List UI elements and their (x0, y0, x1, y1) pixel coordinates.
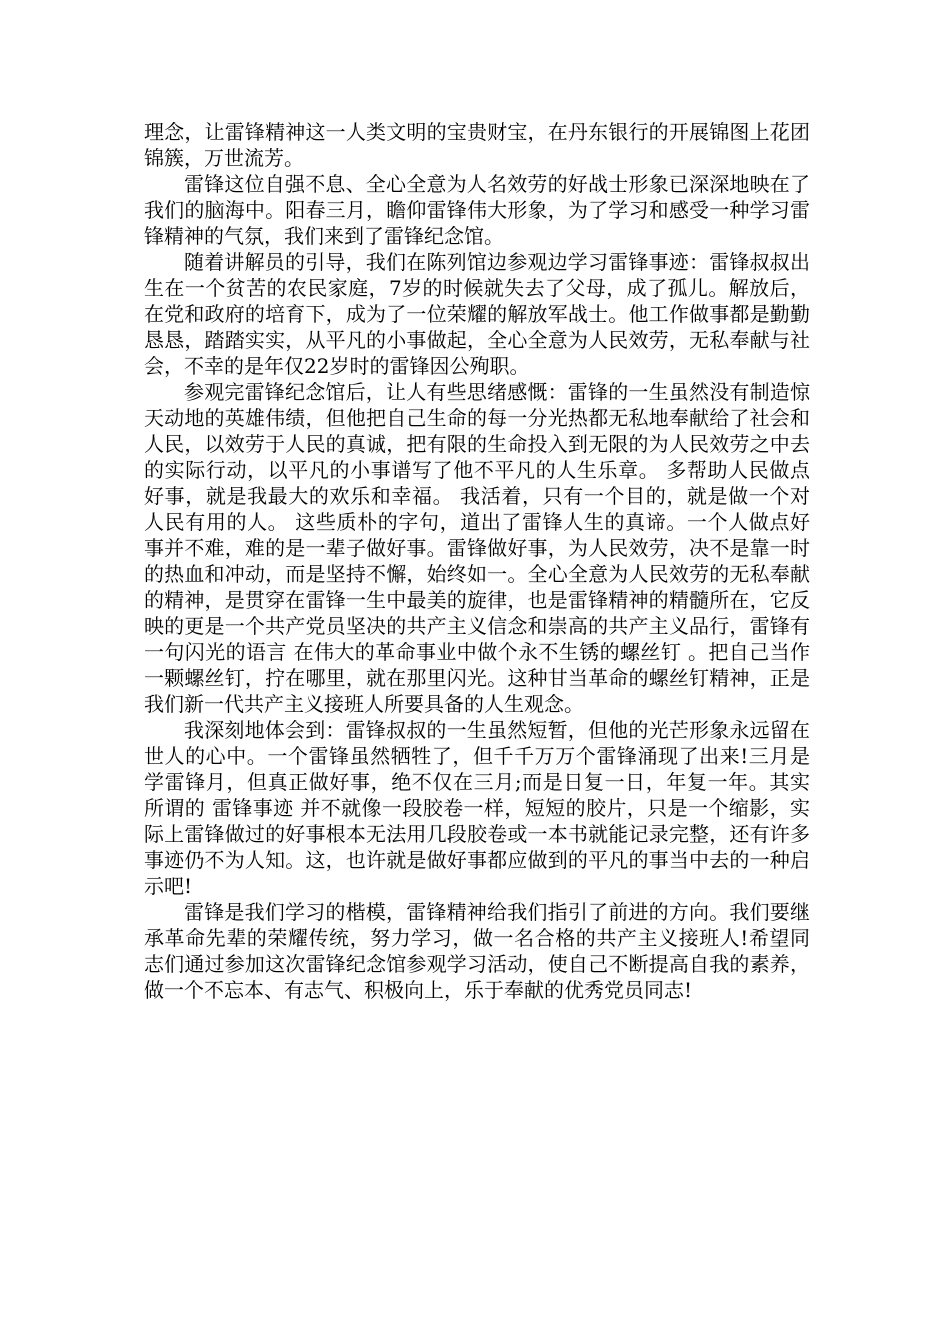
paragraph-4: 参观完雷锋纪念馆后，让人有些思绪感慨：雷锋的一生虽然没有制造惊天动地的英雄伟绩，但他把自己生命的每一分光热都无私地奉献给了社会和人民，以效劳于人民的真诚，把有限的生命投入到无限的为人民效劳之中去的实际行动，以平凡的小事谱写了他不平凡的人生乐章。 多帮助人民做点好事，就是我最大的欢乐和幸福。 我活着，只有一个目的，就是做一个对人民有用的人。 这些质朴的字句，道出了雷锋人生的真谛。一个人做点好事并不难，难的是一辈子做好事。雷锋做好事，为人民效劳，决不是靠一时的热血和冲动，而是坚持不懈，始终如一。全心全意为人民效劳的无私奉献的精神，是贯穿在雷锋一生中最美的旋律，也是雷锋精神的精髓所在，它反映的更是一个共产党员坚决的共产主义信念和崇高的共产主义品行，雷锋有一句闪光的语言 在伟大的革命事业中做个永不生锈的螺丝钉 。把自己当作一颗螺丝钉，拧在哪里，就在那里闪光。这种甘当革命的螺丝钉精神，正是我们新一代共产主义接班人所要具备的人生观念。 (144, 380, 810, 716)
paragraph-3: 随着讲解员的引导，我们在陈列馆边参观边学习雷锋事迹：雷锋叔叔出生在一个贫苦的农民家庭，7岁的时候就失去了父母，成了孤儿。解放后，在党和政府的培育下，成为了一位荣耀的解放军战士。他工作做事都是勤勤恳恳，踏踏实实，从平凡的小事做起，全心全意为人民效劳，无私奉献与社会，不幸的是年仅22岁时的雷锋因公殉职。 (144, 250, 810, 378)
document-body (144, 119, 810, 1003)
paragraph-1: 理念，让雷锋精神这一人类文明的宝贵财宝，在丹东银行的开展锦图上花团锦簇，万世流芳。 (144, 120, 810, 170)
paragraph-2: 雷锋这位自强不息、全心全意为人名效劳的好战士形象已深深地映在了我们的脑海中。阳春三月，瞻仰雷锋伟大形象，为了学习和感受一种学习雷锋精神的气氛，我们来到了雷锋纪念馆。 (144, 172, 810, 248)
paragraph-5: 我深刻地体会到：雷锋叔叔的一生虽然短暂，但他的光芒形象永远留在世人的心中。一个雷锋虽然牺牲了，但千千万万个雷锋涌现了出来!三月是学雷锋月，但真正做好事，绝不仅在三月;而是日复一日，年复一年。其实所谓的 雷锋事迹 并不就像一段胶卷一样，短短的胶片，只是一个缩影，实际上雷锋做过的好事根本无法用几段胶卷或一本书就能记录完整，还有许多事迹仍不为人知。这，也许就是做好事都应做到的平凡的事当中去的一种启示吧! (144, 718, 810, 898)
paragraph-6: 雷锋是我们学习的楷模，雷锋精神给我们指引了前进的方向。我们要继承革命先辈的荣耀传统，努力学习，做一名合格的共产主义接班人!希望同志们通过参加这次雷锋纪念馆参观学习活动，使自己不断提高自我的素养，做一个不忘本、有志气、积极向上，乐于奉献的优秀党员同志! (144, 900, 810, 1002)
